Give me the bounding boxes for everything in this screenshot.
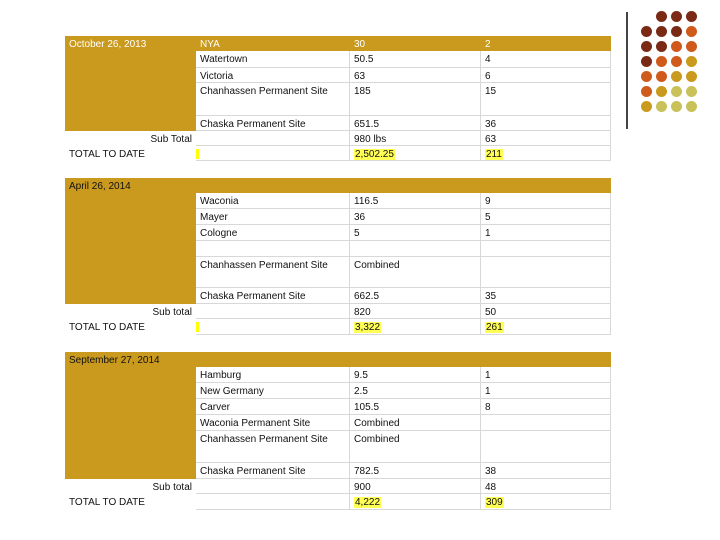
count-value: [481, 257, 610, 260]
subtotal-count: 63: [485, 134, 497, 145]
decorative-dot: [671, 26, 682, 37]
lbs-value: 185: [354, 86, 371, 97]
table-row: [65, 257, 611, 288]
decorative-dot: [641, 41, 652, 52]
total-row: [65, 146, 611, 161]
subtotal-count: 48: [485, 482, 497, 493]
total-lbs: 2,502.25: [355, 149, 394, 160]
lbs-value: 50.5: [354, 54, 374, 65]
lbs-value: 782.5: [354, 466, 380, 477]
site-name: Chanhassen Permanent Site: [200, 260, 328, 271]
subtotal-row: [65, 479, 611, 494]
section-date: September 27, 2014: [69, 355, 160, 366]
count-value: 38: [485, 466, 497, 477]
total-label: TOTAL TO DATE: [69, 149, 145, 160]
total-count: 211: [486, 149, 502, 160]
decorative-dot: [686, 41, 697, 52]
total-lbs: 3,322: [355, 322, 381, 333]
table-row: [65, 431, 611, 463]
lbs-value: 63: [354, 71, 366, 82]
decorative-dot: [656, 56, 667, 67]
site-name: Carver: [200, 402, 231, 413]
count-value: 2: [485, 39, 491, 50]
decorative-dot: [686, 86, 697, 97]
decorative-dot: [671, 101, 682, 112]
highlight-marker: [196, 322, 199, 332]
section-september-2014: [65, 352, 611, 510]
decorative-dot: [686, 101, 697, 112]
decorative-dot: [671, 71, 682, 82]
site-name: Cologne: [200, 228, 238, 239]
lbs-value: 651.5: [354, 119, 380, 130]
table-row: [65, 193, 611, 209]
count-value: 1: [485, 370, 491, 381]
decorative-dot: [656, 26, 667, 37]
subtotal-lbs: 980 lbs: [354, 134, 387, 145]
table-row: [65, 241, 611, 257]
section-october-2013: [65, 36, 611, 161]
table-row: [65, 116, 611, 131]
decorative-dot: [641, 71, 652, 82]
site-name: Chaska Permanent Site: [200, 119, 306, 130]
total-row: [65, 319, 611, 335]
section-date: October 26, 2013: [69, 39, 147, 50]
site-name: Waconia Permanent Site: [200, 418, 311, 429]
decorative-dot: [656, 101, 667, 112]
decorative-dot: [656, 71, 667, 82]
subtotal-label: Sub total: [152, 482, 192, 493]
decorative-dot: [686, 71, 697, 82]
lbs-value: 2.5: [354, 386, 368, 397]
count-value: 8: [485, 402, 491, 413]
total-count: 261: [486, 322, 503, 333]
section-date: April 26, 2014: [69, 181, 131, 192]
site-name: Chanhassen Permanent Site: [200, 86, 328, 97]
subtotal-label: Sub Total: [150, 134, 192, 145]
count-value: 9: [485, 196, 491, 207]
decorative-dot: [671, 11, 682, 22]
decorative-dot: [641, 26, 652, 37]
site-name: Mayer: [200, 212, 228, 223]
count-value: 6: [485, 71, 491, 82]
site-name: New Germany: [200, 386, 264, 397]
total-row: [65, 494, 611, 510]
lbs-value: 105.5: [354, 402, 380, 413]
site-name: NYA: [200, 39, 220, 50]
table-row: [65, 383, 611, 399]
site-name: Chanhassen Permanent Site: [200, 434, 328, 445]
count-value: 15: [485, 86, 497, 97]
decorative-dot: [641, 101, 652, 112]
table-row: [65, 178, 611, 193]
decorative-dot: [656, 41, 667, 52]
site-name: Chaska Permanent Site: [200, 291, 306, 302]
lbs-value: 5: [354, 228, 360, 239]
site-name: Hamburg: [200, 370, 242, 381]
table-row: [65, 83, 611, 116]
subtotal-row: [65, 131, 611, 146]
total-label: TOTAL TO DATE: [69, 497, 145, 508]
subtotal-lbs: 900: [354, 482, 371, 493]
decorative-dot: [671, 86, 682, 97]
decorative-dot: [656, 86, 667, 97]
table-row: [65, 367, 611, 383]
decorative-dot: [641, 56, 652, 67]
site-name: Chaska Permanent Site: [200, 466, 306, 477]
section-april-2014: [65, 178, 611, 335]
lbs-value: Combined: [354, 434, 400, 445]
count-value: 4: [485, 54, 491, 65]
table-row: [65, 288, 611, 304]
table-row: [65, 51, 611, 68]
subtotal-count: 50: [485, 307, 497, 318]
table-row: [65, 68, 611, 83]
count-value: 1: [485, 228, 491, 239]
count-value: 36: [485, 119, 497, 130]
decorative-dot: [656, 11, 667, 22]
decorative-dot: [686, 11, 697, 22]
table-row: [65, 36, 611, 51]
table-row: [65, 225, 611, 241]
table-row: [65, 463, 611, 479]
decorative-dot: [686, 26, 697, 37]
table-row: [65, 352, 611, 367]
subtotal-row: [65, 304, 611, 319]
lbs-value: Combined: [354, 418, 400, 429]
count-value: 35: [485, 291, 497, 302]
subtotal-label: Sub total: [152, 307, 192, 318]
decorative-dot: [641, 86, 652, 97]
decorative-dot: [671, 56, 682, 67]
highlight-marker: [196, 149, 199, 159]
lbs-value: 36: [354, 212, 366, 223]
count-value: [481, 415, 610, 418]
site-name: Victoria: [200, 71, 234, 82]
lbs-value: 30: [354, 39, 366, 50]
lbs-value: 9.5: [354, 370, 368, 381]
total-label: TOTAL TO DATE: [69, 322, 145, 333]
table-row: [65, 399, 611, 415]
decorative-dot: [671, 41, 682, 52]
subtotal-lbs: 820: [354, 307, 371, 318]
lbs-value: Combined: [354, 260, 400, 271]
total-count: 309: [486, 497, 503, 508]
count-value: 5: [485, 212, 491, 223]
site-name: Waconia: [200, 196, 239, 207]
lbs-value: 662.5: [354, 291, 380, 302]
decorative-vertical-rule: [626, 12, 628, 129]
lbs-value: 116.5: [354, 196, 379, 207]
table-row: [65, 209, 611, 225]
site-name: Watertown: [200, 54, 248, 65]
count-value: [481, 431, 610, 434]
total-lbs: 4,222: [355, 497, 381, 508]
count-value: 1: [485, 386, 491, 397]
decorative-dot: [686, 56, 697, 67]
table-row: [65, 415, 611, 431]
